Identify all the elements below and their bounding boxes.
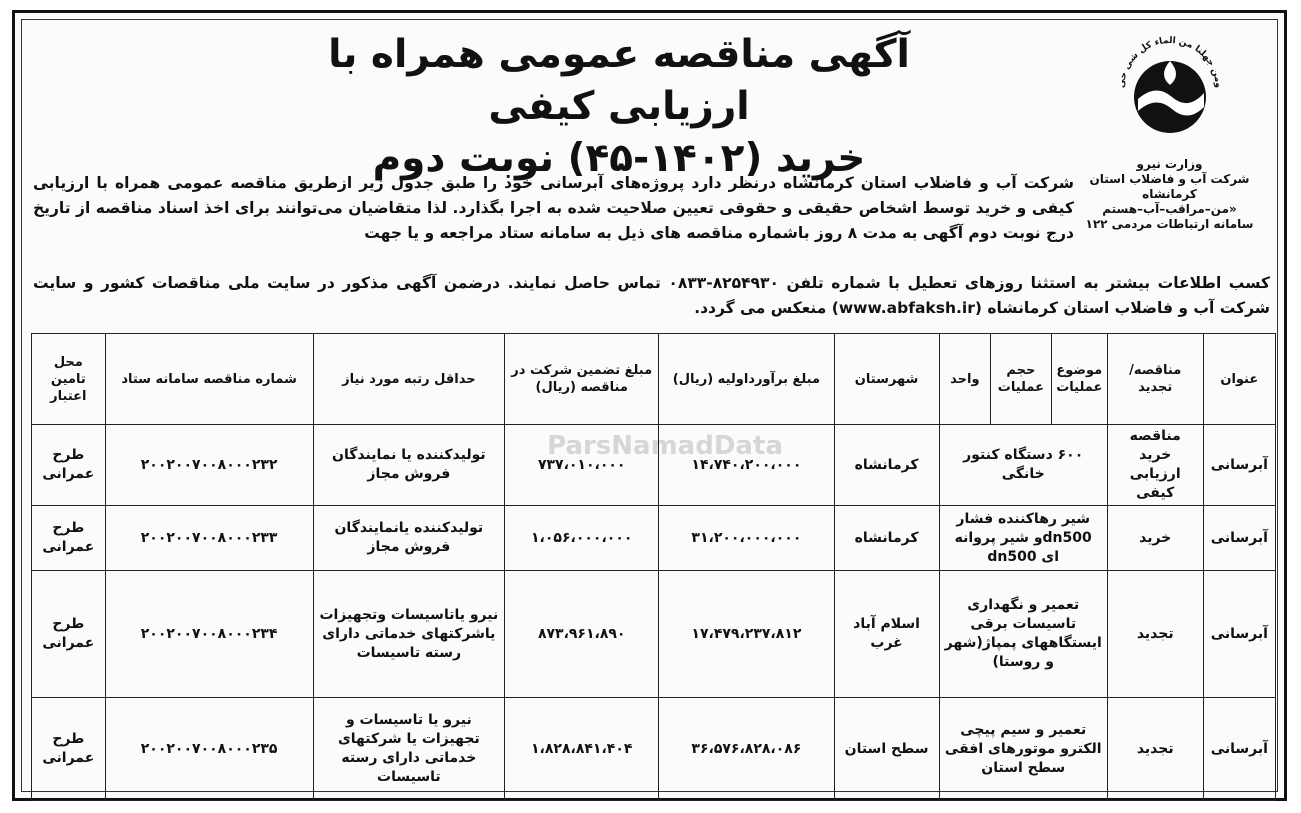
title-line-2: خرید (۱۴۰۲-۴۵) نوبت دوم [372,136,866,181]
header-setad-number: شماره مناقصه سامانه ستاد [105,334,313,425]
page-title [289,29,949,185]
tenders-table [31,333,1276,801]
intro-paragraph-1: شرکت آب و فاضلاب استان کرمانشاه درنظر دارد پروژه‌های آبرسانی خود را طبق جدول زیر ازطریق مناقصه عمومی همراه با ارزیابی کیفی و خرید توسط اشخاص حقیقی و حقوقی تعیین صلاحیت شده به اجرا بگذارد. لذا متقاضیان می‌توانند برای اخذ اسناد مناقصه از تاریخ درج نوبت دوم آگهی به مدت ۸ روز باشماره مناقصه های ذیل به سامانه ستاد مراجعه و یا جهت [33,174,1074,242]
cell-grade: تولیدکننده یانمایندگان فروش مجاز [313,506,505,571]
header-title: عنوان [1203,334,1275,425]
ministry-line: وزارت نیرو [1136,157,1203,171]
cell-estimate: ۳۱،۲۰۰،۰۰۰،۰۰۰ [659,506,834,571]
cell-funding: طرح عمرانی [32,571,106,698]
header-subject: موضوع عملیات [1051,334,1107,425]
cell-guarantee: ۷۳۷،۰۱۰،۰۰۰ [505,425,659,506]
header-estimate: مبلغ برآورداولیه (ریال) [659,334,834,425]
logo-block [1067,27,1272,232]
header-city: شهرستان [834,334,939,425]
header-funding: محل تامین اعتبار [32,334,106,425]
cell-estimate: ۱۷،۴۷۹،۲۳۷،۸۱۲ [659,571,834,698]
slogan-line: «من–مراقب–آب–هستم [1102,202,1237,216]
cell-subject: تعمیر و سیم پیچی الکترو موتورهای افقی سطح استان [939,698,1107,801]
table-header-row [32,334,1276,425]
cell-tender-type: مناقصه خرید ارزیابی کیفی [1107,425,1203,506]
title-line-1: آگهی مناقصه عمومی همراه با ارزیابی کیفی [328,32,910,129]
header-tender-type: مناقصه/ تجدید [1107,334,1203,425]
logo-arc-text: ومن جهلنا من الماء کل شی حی [1116,35,1223,89]
cell-city: کرمانشاه [834,506,939,571]
cell-guarantee: ۸۷۳،۹۶۱،۸۹۰ [505,571,659,698]
cell-guarantee: ۱،۰۵۶،۰۰۰،۰۰۰ [505,506,659,571]
table-row [32,698,1276,801]
cell-title: آبرسانی [1203,571,1275,698]
cell-setad-number: ۲۰۰۲۰۰۷۰۰۸۰۰۰۲۳۴ [105,571,313,698]
header-grade: حداقل رتبه مورد نیاز [313,334,505,425]
cell-estimate: ۱۴،۷۴۰،۲۰۰،۰۰۰ [659,425,834,506]
advertisement-frame [12,10,1287,801]
company-line: شرکت آب و فاضلاب استان کرمانشاه [1089,172,1250,201]
cell-tender-type: تجدید [1107,571,1203,698]
cell-city: سطح استان [834,698,939,801]
table-row [32,425,1276,506]
cell-estimate: ۳۶،۵۷۶،۸۲۸،۰۸۶ [659,698,834,801]
cell-guarantee: ۱،۸۲۸،۸۴۱،۴۰۴ [505,698,659,801]
cell-tender-type: خرید [1107,506,1203,571]
cell-funding: طرح عمرانی [32,506,106,571]
cell-grade: تولیدکننده یا نمایندگان فروش مجاز [313,425,505,506]
watermark: ParsNamadData [547,431,783,461]
header-guarantee: مبلغ تضمین شرکت در مناقصه (ریال) [505,334,659,425]
table-row [32,506,1276,571]
cell-grade: نیرو یا تاسیسات و تجهیزات یا شرکتهای خدماتی دارای رسته تاسیسات [313,698,505,801]
cell-setad-number: ۲۰۰۲۰۰۷۰۰۸۰۰۰۲۳۲ [105,425,313,506]
cell-setad-number: ۲۰۰۲۰۰۷۰۰۸۰۰۰۲۳۳ [105,506,313,571]
cell-title: آبرسانی [1203,698,1275,801]
cell-title: آبرسانی [1203,506,1275,571]
cell-city: کرمانشاه [834,425,939,506]
cell-setad-number: ۲۰۰۲۰۰۷۰۰۸۰۰۰۲۳۵ [105,698,313,801]
cell-subject: تعمیر و نگهداری تاسیسات برقی ایستگاههای پمپاژ(شهر و روستا) [939,571,1107,698]
header-volume: حجم عملیات [991,334,1052,425]
cell-funding: طرح عمرانی [32,698,106,801]
hotline-line: سامانه ارتباطات مردمی ۱۲۲ [1085,217,1254,231]
cell-title: آبرسانی [1203,425,1275,506]
cell-subject: ۶۰۰ دستگاه کنتور خانگی [939,425,1107,506]
cell-funding: طرح عمرانی [32,425,106,506]
intro-paragraph-2: کسب اطلاعات بیشتر به استثنا روزهای تعطیل با شماره تلفن ۸۲۵۴۹۳۰-۰۸۳۳ تماس حاصل نمایند. درضمن آگهی مذکور در سایت ملی مناقصات کشور و سایت شرکت آب و فاضلاب استان کرمانشاه (www.abfaksh.ir) منعکس می گردد. [33,274,1270,317]
cell-grade: نیرو یاتاسیسات وتجهیزات یاشرکتهای خدماتی دارای رسته تاسیسات [313,571,505,698]
table-row [32,571,1276,698]
cell-tender-type: تجدید [1107,698,1203,801]
cell-subject: شیر رهاکننده فشار dn500و شیر پروانه ای dn500 [939,506,1107,571]
water-drop-logo-icon [1110,27,1230,147]
cell-city: اسلام آباد غرب [834,571,939,698]
header-unit: واحد [939,334,990,425]
